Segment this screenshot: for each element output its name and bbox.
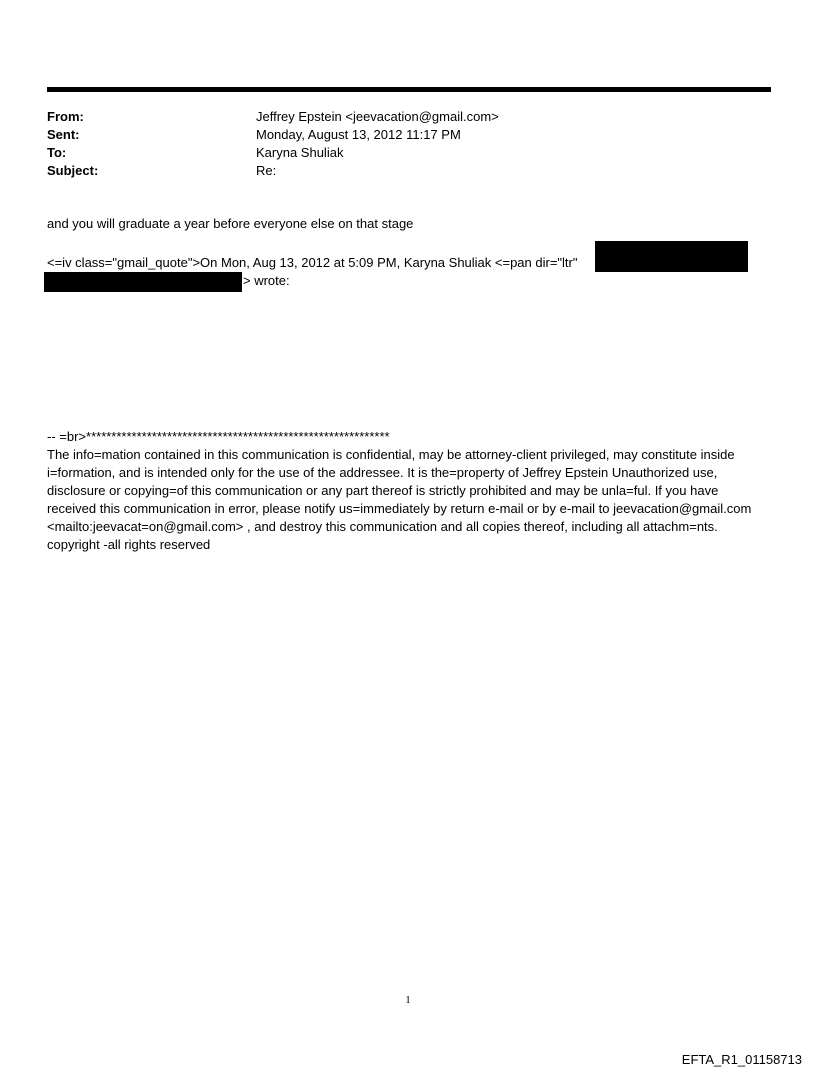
from-value: Jeffrey Epstein <jeevacation@gmail.com> xyxy=(256,109,499,124)
quote-attribution-line-1: <=iv class="gmail_quote">On Mon, Aug 13, 2012 at 5:09 PM, Karyna Shuliak <=pan dir="ltr" xyxy=(47,255,578,270)
sent-value: Monday, August 13, 2012 11:17 PM xyxy=(256,127,461,142)
page-number: 1 xyxy=(405,994,411,1006)
header-divider xyxy=(47,87,771,92)
document-id: EFTA_R1_01158713 xyxy=(681,1052,802,1067)
subject-value: Re: xyxy=(256,163,277,178)
subject-label: Subject: xyxy=(47,163,99,178)
to-value: Karyna Shuliak xyxy=(256,145,344,160)
sent-label: Sent: xyxy=(47,127,80,142)
disclaimer-separator: -- =br>************************************************************ xyxy=(47,429,390,444)
from-label: From: xyxy=(47,109,84,124)
subject-row xyxy=(47,162,771,180)
email-header xyxy=(47,108,771,180)
redaction-block xyxy=(595,241,748,272)
quote-attribution-line-2: > wrote: xyxy=(243,273,290,288)
sent-row xyxy=(47,126,771,144)
to-row xyxy=(47,144,771,162)
from-row xyxy=(47,108,771,126)
disclaimer-text: The info=mation contained in this communication is confidential, may be attorney-client privileged, may constitute inside i=formation, and is intended only for the use of the addressee. It is the=property of Jeffrey Epstein Unauthorized use, disclosure or copying=of this communication or any part thereof is strictly prohibited and may be unla=ful. If you have received this communication in error, please notify us=immediately by return e-mail or by e-mail to jeevacation@gmail.com <mailto:jeevacat=on@gmail.com> , and destroy this communication and all copies thereof, including all attachm=nts. copyright -all rights reserved xyxy=(47,447,752,552)
redaction-block xyxy=(44,272,242,292)
message-body: and you will graduate a year before everyone else on that stage xyxy=(47,216,414,231)
to-label: To: xyxy=(47,145,67,160)
confidentiality-disclaimer xyxy=(47,428,771,554)
